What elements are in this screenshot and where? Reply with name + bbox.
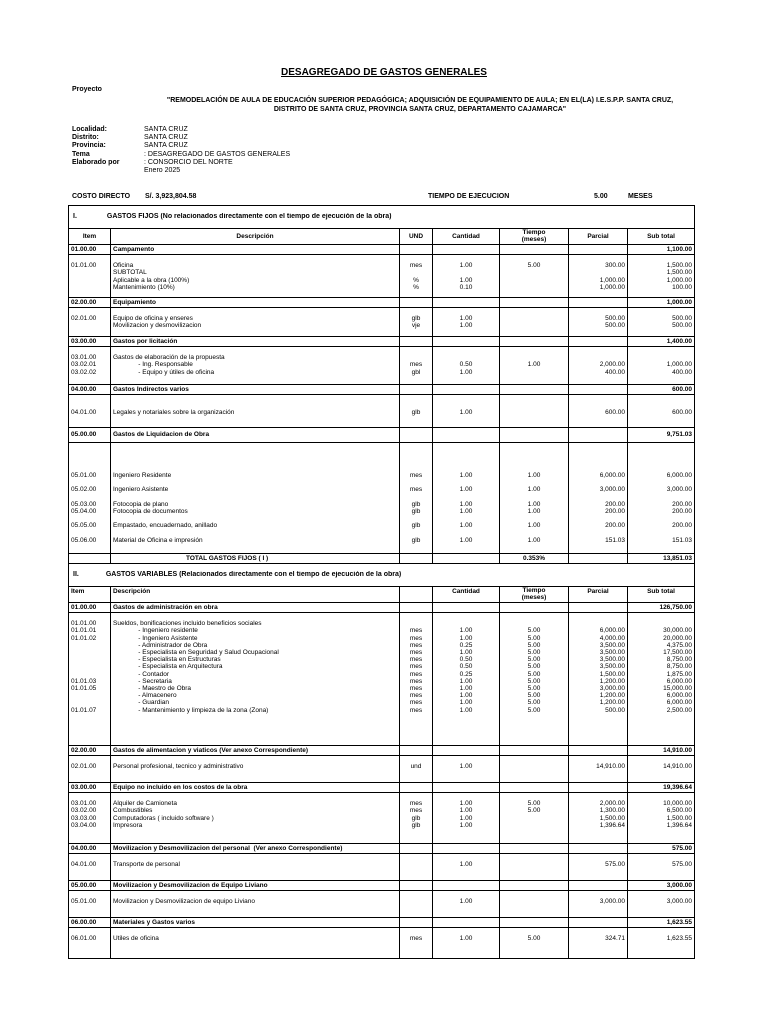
cell-sub: 500.00 500.00 (672, 315, 692, 330)
cell-cant (433, 603, 500, 612)
cell-desc: Movilizacion y Desmovilizacion de Equipo Liviano (111, 881, 400, 890)
cell-desc: Equipo de oficina y enseres Movilizacion y desmovilizacion (111, 308, 400, 336)
cell-par: 2,000.00 1,300.00 1,500.00 1,396.64 (569, 793, 628, 843)
cell-und (400, 298, 433, 307)
cell-cant: 1.00 (433, 395, 500, 427)
cell-par: 14,910.00 (569, 756, 628, 782)
cell-desc: Gastos de administración en obra (111, 603, 400, 612)
info-label: Localidad: (72, 126, 108, 133)
cell-und: mes mes mes mes mes mes mes mes mes mes mes mes (400, 613, 433, 745)
cell-time (500, 918, 569, 927)
cell-desc: Gastos de alimentacion y viaticos (Ver anexo Correspondiente) (111, 746, 400, 755)
cell-par: 324.71 (569, 928, 628, 958)
cell-time (500, 756, 569, 782)
cell-par: 2,000.00 400.00 (569, 347, 628, 384)
cell-cant: 1.00 1.00 0.10 (433, 255, 500, 297)
cell-time (500, 298, 569, 307)
detail-row (69, 307, 694, 336)
cell-cant (433, 746, 500, 755)
cell-cant (433, 844, 500, 853)
section-2-header-row (69, 586, 694, 602)
cell-item: 02.00.00 (69, 746, 111, 755)
proyecto-line-1: "REMODELACIÓN DE AULA DE EDUCACIÓN SUPERIOR PEDAGÓGICA; ADQUISICIÓN DE EQUIPAMIENTO DE AULA; EN EL(LA) I.E.S.P.P. SANTA CRUZ, (166, 97, 674, 104)
cell-und: glb (400, 395, 433, 427)
cell-par (569, 428, 628, 442)
info-row (72, 126, 290, 134)
tiempo-value: 5.00 (594, 193, 608, 200)
cell-par (569, 337, 628, 346)
info-label: Provincia: (72, 142, 106, 150)
group-row (69, 880, 694, 890)
cell-item: 01.00.00 (69, 603, 111, 612)
tiempo-unit: MESES (628, 193, 653, 200)
cell-sub: 600.00 (672, 409, 692, 417)
cell-time (500, 891, 569, 917)
cell-time: 5.00 (500, 928, 569, 958)
group-row (69, 384, 694, 394)
project-info (72, 126, 290, 175)
cell-time (500, 245, 569, 254)
cell-time (500, 844, 569, 853)
cell-sub: 575.00 (672, 845, 692, 852)
cell-par (569, 844, 628, 853)
cell-item: 03.00.00 (69, 337, 111, 346)
cell-desc: Alquiler de Camioneta Combustibles Computadoras ( incluido software ) Impresora (111, 793, 400, 843)
cell-time: 1.00 1.00 1.00 1.00 1.00 1.00 (500, 443, 569, 553)
costo-directo-label: COSTO DIRECTO (72, 193, 131, 200)
section-1-title: GASTOS FIJOS (No relacionados directamente con el tiempo de ejecución de la obra) (106, 213, 392, 220)
section-2-body (69, 602, 694, 958)
section-1-num: I. (73, 213, 77, 220)
section-1-header-row (69, 228, 694, 244)
cell-sub: 10,000.00 6,500.00 1,500.00 1,396.64 (663, 800, 692, 829)
cell-und (400, 783, 433, 792)
cell-sub: 1,000.00 (666, 299, 692, 306)
cell-par (569, 385, 628, 394)
cost-table (68, 205, 695, 959)
header-item: Item (69, 229, 111, 244)
cell-sub: 1,623.55 (666, 919, 692, 926)
cell-desc: Gastos de Liquidacion de Obra (111, 428, 400, 442)
info-label: Elaborado por (72, 158, 120, 166)
cell-item: 03.00.00 (69, 783, 111, 792)
cell-und (400, 918, 433, 927)
cell-und: mes gbl (400, 347, 433, 384)
cell-desc: Equipo no incluido en los costos de la obra (111, 783, 400, 792)
cell-und (400, 854, 433, 880)
cell-desc: Gastos de elaboración de la propuesta - Ing. Responsable - Equipo y útiles de oficina (111, 347, 400, 384)
cell-desc: Movilizacion y Desmovilizacion del personal (Ver anexo Correspondiente) (111, 844, 400, 853)
cell-sub: 1,100.00 (666, 246, 692, 253)
cell-desc: Gastos Indirectos varios (111, 385, 400, 394)
cell-cant (433, 385, 500, 394)
info-value: SANTA CRUZ (144, 142, 188, 150)
header2-parcial: Parcial (569, 587, 628, 602)
header2-tiempo: Tiempo (meses) (500, 587, 569, 602)
cell-sub: 1,400.00 (666, 338, 692, 345)
header2-cantidad: Cantidad (433, 587, 500, 602)
cell-cant (433, 298, 500, 307)
cell-time (500, 308, 569, 336)
cell-cant: 1.00 (433, 891, 500, 917)
cell-item: 04.01.00 (69, 854, 111, 880)
cell-sub: 1,500.00 1,500.00 1,000.00 100.00 (666, 262, 692, 291)
cell-item: 06.01.00 (69, 928, 111, 958)
cell-cant: 1.00 (433, 854, 500, 880)
proyecto-label: Proyecto (72, 86, 102, 93)
info-row (72, 142, 290, 150)
cell-par (569, 918, 628, 927)
cell-cant: 1.00 (433, 756, 500, 782)
cell-par: 300.00 1,000.00 1,000.00 (569, 255, 628, 297)
cell-item: 05.01.00 (69, 891, 111, 917)
costo-directo-value: S/. 3,923,804.58 (145, 193, 197, 200)
cell-time: 5.00 5.00 5.00 5.00 5.00 5.00 5.00 5.00 5.00 5.00 5.00 5.00 (500, 613, 569, 745)
cell-time: 1.00 (500, 347, 569, 384)
cell-und (400, 844, 433, 853)
cell-item: 04.01.00 (69, 395, 111, 427)
info-value: SANTA CRUZ (144, 134, 188, 142)
cell-und (400, 337, 433, 346)
cell-desc: Oficina SUBTOTAL Aplicable a la obra (100%) Mantenimiento (10%) (111, 255, 400, 297)
group-row (69, 602, 694, 612)
cell-par: 600.00 (569, 395, 628, 427)
cell-desc: Sueldos, bonificaciones incluido beneficios sociales - Ingeniero residente - Ingeniero Asistente - Administrador de Obra - Especialista en Seguridad y Salud Ocupacional - Especialista en Estructuras - Especialista en Arquitectura - Contador - Secretaria - Maestro de Obra - Almacenero - Guardian - Mantenimiento y limpieza de la zona (Zona) (111, 613, 400, 745)
cell-item: 02.00.00 (69, 298, 111, 307)
cell-sub: 30,000.00 20,000.00 4,375.00 17,500.00 8,750.00 8,750.00 1,875.00 6,000.00 15,000.00 6,000.00 6,000.00 2,500.00 (663, 627, 692, 714)
cell-item: 03.01.00 03.02.01 03.02.02 (69, 347, 111, 384)
proyecto-line-2: DISTRITO DE SANTA CRUZ, PROVINCIA SANTA CRUZ, DEPARTAMENTO CAJAMARCA" (273, 106, 567, 113)
section-1-body (69, 244, 694, 553)
total-label: TOTAL GASTOS FIJOS ( I ) (111, 554, 400, 563)
detail-row (69, 394, 694, 427)
cell-und: mes mes glb glb (400, 793, 433, 843)
cell-desc: Equipamiento (111, 298, 400, 307)
detail-row (69, 612, 694, 745)
cell-und: mes % % (400, 255, 433, 297)
cell-sub: 14,910.00 (663, 747, 692, 754)
header-desc: Descripción (111, 229, 400, 244)
group-row (69, 297, 694, 307)
cell-cant: 1.00 1.00 (433, 308, 500, 336)
cell-time (500, 385, 569, 394)
cell-und: mes mes glb glb glb glb (400, 443, 433, 553)
cell-cant (433, 881, 500, 890)
cell-par: 6,000.00 4,000.00 3,500.00 3,500.00 3,500.00 3,500.00 1,500.00 1,200.00 3,000.00 1,200.00 1,200.00 500.00 (569, 613, 628, 745)
detail-row (69, 890, 694, 917)
cell-und: glb vje (400, 308, 433, 336)
cell-sub: 6,000.00 3,000.00 200.00 200.00 200.00 151.03 (666, 471, 692, 544)
cell-item: 02.01.00 (69, 756, 111, 782)
cell-und: mes (400, 928, 433, 958)
cell-desc: Ingeniero Residente Ingeniero Asistente Fotocopia de plano Fotocopia de documentos Empastado, encuadernado, anillado Material de Oficina e impresión (111, 443, 400, 553)
cell-sub: 19,396.64 (663, 784, 692, 791)
cell-und (400, 428, 433, 442)
cell-sub: 9,751.03 (666, 431, 692, 438)
cell-cant (433, 428, 500, 442)
cell-item: 01.01.00 01.01.01 01.01.02 01.01.03 01.01.05 01.01.07 (69, 613, 111, 745)
total-gastos-fijos-row (69, 553, 694, 563)
proyecto-name (150, 96, 690, 114)
header-cantidad: Cantidad (433, 229, 500, 244)
header-subtotal: Sub total (647, 233, 675, 240)
cell-par: 575.00 (569, 854, 628, 880)
detail-row (69, 755, 694, 782)
info-value: SANTA CRUZ (144, 126, 188, 133)
info-row (72, 134, 290, 142)
cell-cant: 1.00 (433, 928, 500, 958)
cell-sub: 14,910.00 (663, 763, 692, 771)
cell-item: 04.00.00 (69, 844, 111, 853)
cell-par (569, 881, 628, 890)
cell-time (500, 603, 569, 612)
cell-item: 05.00.00 (69, 881, 111, 890)
cell-time (500, 746, 569, 755)
cell-item: 01.01.00 (69, 255, 111, 297)
detail-row (69, 442, 694, 553)
header-und: UND (400, 229, 433, 244)
cell-time (500, 428, 569, 442)
cell-und (400, 603, 433, 612)
cell-cant (433, 245, 500, 254)
cell-par (569, 603, 628, 612)
cell-und (400, 245, 433, 254)
cell-und (400, 746, 433, 755)
cell-time (500, 337, 569, 346)
cell-cant (433, 337, 500, 346)
cell-desc: Personal profesional, tecnico y administrativo (111, 756, 400, 782)
cell-sub: 575.00 (672, 861, 692, 869)
cell-par (569, 746, 628, 755)
cell-sub: 126,750.00 (659, 604, 692, 611)
cell-desc: Utiles de oficina (111, 928, 400, 958)
header-tiempo: Tiempo (meses) (500, 229, 569, 244)
detail-row (69, 853, 694, 880)
info-value: : DESAGREGADO DE GASTOS GENERALES (144, 150, 291, 158)
cell-par (569, 298, 628, 307)
total-percentage: 0.353% (500, 554, 569, 563)
cell-sub: 1,623.55 (666, 935, 692, 943)
group-row (69, 782, 694, 792)
section-2-title-row (69, 563, 694, 586)
group-row (69, 427, 694, 442)
info-row (72, 159, 290, 167)
cell-item: 05.01.00 05.02.00 05.03.00 05.04.00 05.05.00 05.06.00 (69, 443, 111, 553)
detail-row (69, 346, 694, 384)
detail-row (69, 792, 694, 843)
cell-desc: Campamento (111, 245, 400, 254)
cell-desc: Legales y notariales sobre la organización (111, 395, 400, 427)
cell-sub: 600.00 (672, 386, 692, 393)
cell-cant (433, 918, 500, 927)
cell-time (500, 395, 569, 427)
cell-cant: 1.00 1.00 1.00 1.00 1.00 1.00 (433, 443, 500, 553)
cell-item: 03.01.00 03.02.00 03.03.00 03.04.00 (69, 793, 111, 843)
info-label: Tema (72, 150, 90, 158)
cell-cant (433, 783, 500, 792)
tiempo-label: TIEMPO DE EJECUCION (428, 193, 510, 200)
total-value: 13,851.03 (663, 555, 692, 562)
group-row (69, 745, 694, 755)
cell-sub: 1,000.00 400.00 (666, 361, 692, 376)
group-row (69, 917, 694, 927)
cell-cant: 0.50 1.00 (433, 347, 500, 384)
cell-desc: Movilizacion y Desmovilizacion de equipo Liviano (111, 891, 400, 917)
cell-item: 06.00.00 (69, 918, 111, 927)
cell-und (400, 891, 433, 917)
section-2-title: GASTOS VARIABLES (Relacionados directamente con el tiempo de ejecución de la obra) (105, 571, 402, 578)
info-value: Enero 2025 (144, 167, 181, 175)
header2-und (400, 587, 433, 602)
cell-und (400, 385, 433, 394)
cell-sub: 3,000.00 (666, 882, 692, 889)
info-label: Distrito: (72, 134, 99, 142)
cell-desc: Transporte de personal (111, 854, 400, 880)
header2-desc: Descripción (111, 587, 400, 602)
cell-cant: 1.00 1.00 1.00 1.00 (433, 793, 500, 843)
section-1-title-row (69, 206, 694, 228)
header2-subtotal: Sub total (647, 588, 675, 595)
cell-par: 6,000.00 3,000.00 200.00 200.00 200.00 151.03 (569, 443, 628, 553)
cell-item: 01.00.00 (69, 245, 111, 254)
cell-cant: 1.00 1.00 0.25 1.00 0.50 0.50 0.25 1.00 1.00 1.00 1.00 1.00 (433, 613, 500, 745)
info-label (72, 167, 144, 175)
cell-time (500, 881, 569, 890)
cell-par (569, 783, 628, 792)
cell-par (569, 245, 628, 254)
info-row (72, 167, 290, 175)
group-row (69, 336, 694, 346)
cell-und: und (400, 756, 433, 782)
info-value: : CONSORCIO DEL NORTE (144, 158, 233, 166)
cell-time (500, 783, 569, 792)
header2-item: Item (69, 587, 111, 602)
group-row (69, 843, 694, 853)
cell-item: 05.00.00 (69, 428, 111, 442)
detail-row (69, 254, 694, 297)
document-title: DESAGREGADO DE GASTOS GENERALES (281, 67, 487, 78)
cell-par: 3,000.00 (569, 891, 628, 917)
detail-row (69, 927, 694, 958)
cell-time (500, 854, 569, 880)
cell-item: 04.00.00 (69, 385, 111, 394)
cell-sub: 3,000.00 (666, 898, 692, 906)
cell-time: 5.00 (500, 255, 569, 297)
cell-desc: Gastos por licitación (111, 337, 400, 346)
section-2-num: II. (73, 571, 79, 578)
cell-item: 02.01.00 (69, 308, 111, 336)
cell-desc: Materiales y Gastos varios (111, 918, 400, 927)
cell-time: 5.00 5.00 (500, 793, 569, 843)
cell-und (400, 881, 433, 890)
header-parcial: Parcial (569, 229, 628, 244)
cell-par: 500.00 500.00 (569, 308, 628, 336)
group-row (69, 244, 694, 254)
info-row (72, 151, 290, 159)
